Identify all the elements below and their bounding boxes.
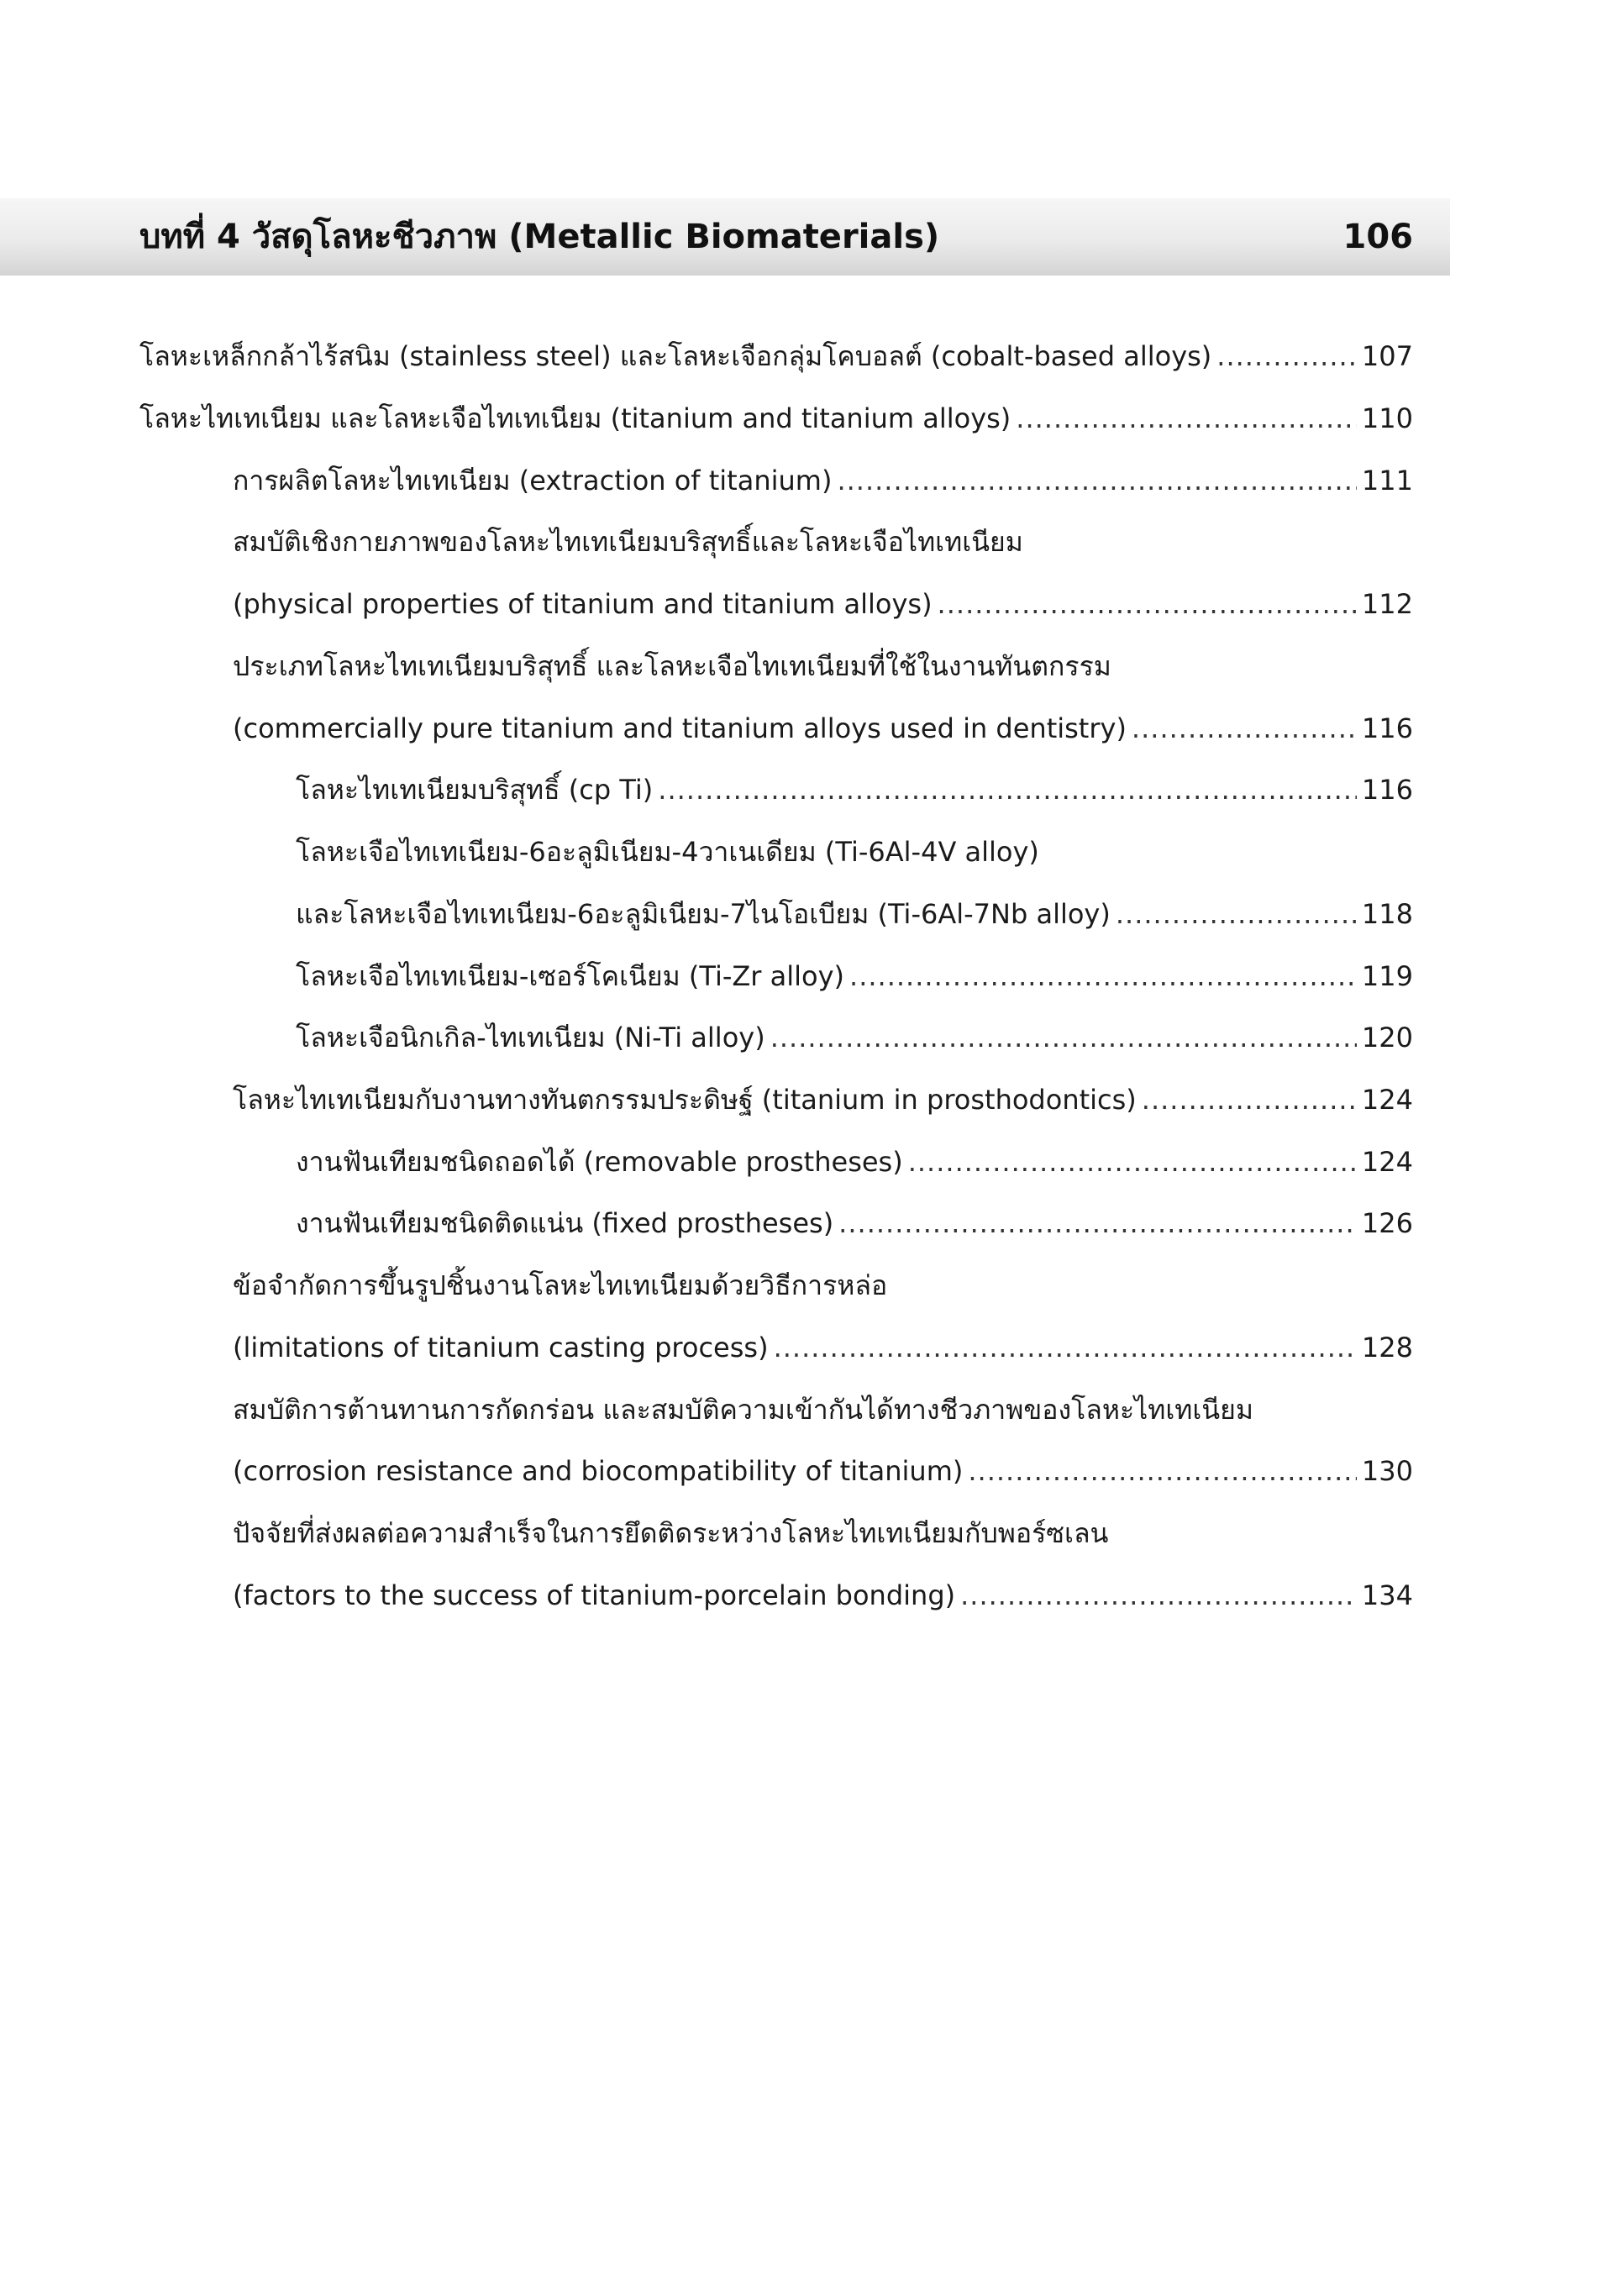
toc-entry [233, 1378, 1413, 1428]
toc-entry-page: 118 [1361, 898, 1413, 930]
chapter-title: บทที่ 4 วัสดุโลหะชีวภาพ (Metallic Biomaterials) [139, 218, 940, 256]
toc-entry-text: งานฟันเทียมชนิดติดแน่น (fixed prostheses) [296, 1207, 834, 1239]
toc-entry-text: (commercially pure titanium and titanium alloys used in dentistry) [233, 712, 1127, 744]
toc-entry [233, 1501, 1413, 1552]
toc-entry-text: การผลิตโลหะไทเทเนียม (extraction of titanium) [233, 465, 833, 497]
toc-entry-text: (limitations of titanium casting process) [233, 1332, 769, 1363]
toc-entry [296, 1006, 1413, 1056]
toc-entry [139, 324, 1413, 375]
toc-entry-page: 124 [1361, 1146, 1413, 1178]
toc-leader [774, 1329, 1357, 1366]
toc-entry-page: 107 [1361, 340, 1413, 372]
toc-entry-page: 112 [1361, 588, 1413, 620]
toc-entry-text: (factors to the success of titanium-porcelain bonding) [233, 1579, 956, 1611]
chapter-page-number: 106 [1342, 218, 1413, 256]
toc-leader [1216, 338, 1357, 375]
toc-leader [658, 771, 1357, 808]
toc-leader [1016, 400, 1357, 437]
toc-entry [233, 1316, 1413, 1366]
toc-entry [296, 944, 1413, 995]
toc-entry-text: โลหะเจือไทเทเนียม-เซอร์โคเนียม (Ti-Zr alloy) [296, 960, 845, 992]
toc-entry [233, 510, 1413, 560]
toc-entry-page: 116 [1361, 712, 1413, 744]
toc-entry-text: (physical properties of titanium and titanium alloys) [233, 588, 933, 620]
toc-entry-text: ข้อจำกัดการขึ้นรูปชิ้นงานโลหะไทเทเนียมด้วยวิธีการหล่อ [233, 1269, 888, 1301]
toc-leader [908, 1143, 1357, 1180]
toc-entry [233, 1068, 1413, 1118]
toc-entry-page: 120 [1361, 1022, 1413, 1053]
toc-entry [233, 572, 1413, 623]
toc-entry [233, 1253, 1413, 1304]
toc-entry [296, 1130, 1413, 1180]
toc-entry-page: 126 [1361, 1207, 1413, 1239]
toc-entry [296, 1191, 1413, 1242]
toc-entry-text: โลหะไทเทเนียมบริสุทธิ์ (cp Ti) [296, 774, 654, 806]
toc-entry [233, 1563, 1413, 1614]
toc-entry-text: สมบัติการต้านทานการกัดกร่อน และสมบัติความเข้ากันได้ทางชีวภาพของโลหะไทเทเนียม [233, 1394, 1254, 1426]
toc-entry-text: โลหะเหล็กกล้าไร้สนิม (stainless steel) และโลหะเจือกลุ่มโคบอลต์ (cobalt-based alloys) [139, 340, 1212, 372]
toc-leader [938, 586, 1357, 623]
toc-entry-page: 110 [1361, 402, 1413, 434]
toc-leader [960, 1577, 1357, 1614]
toc-entry [233, 449, 1413, 499]
toc-leader [770, 1019, 1357, 1056]
toc-leader [849, 958, 1357, 995]
toc-entry-page: 124 [1361, 1084, 1413, 1116]
toc-entry-text: โลหะเจือไทเทเนียม-6อะลูมิเนียม-4วาเนเดียม (Ti-6Al-4V alloy) [296, 836, 1039, 868]
toc-leader [1116, 896, 1357, 933]
toc-entry-page: 128 [1361, 1332, 1413, 1363]
toc-entry [139, 386, 1413, 437]
toc-entry-text: โลหะไทเทเนียมกับงานทางทันตกรรมประดิษฐ์ (titanium in prosthodontics) [233, 1084, 1137, 1116]
toc-entry-page: 130 [1361, 1455, 1413, 1487]
toc-entry-text: ปัจจัยที่ส่งผลต่อความสำเร็จในการยึดติดระหว่างโลหะไทเทเนียมกับพอร์ซเลน [233, 1517, 1109, 1549]
toc-entry [296, 820, 1413, 870]
toc-entry-text: (corrosion resistance and biocompatibility of titanium) [233, 1455, 964, 1487]
toc-entry-page: 119 [1361, 960, 1413, 992]
toc-entry-page: 134 [1361, 1579, 1413, 1611]
toc-entry [233, 696, 1413, 747]
toc-entry-page: 111 [1361, 465, 1413, 497]
toc-entry [233, 634, 1413, 685]
toc-entry-text: งานฟันเทียมชนิดถอดได้ (removable prostheses) [296, 1146, 903, 1178]
toc-entry-page: 116 [1361, 774, 1413, 806]
toc-entry-text: โลหะไทเทเนียม และโลหะเจือไทเทเนียม (titanium and titanium alloys) [139, 402, 1011, 434]
toc-entry [296, 758, 1413, 808]
toc-entry-text: และโลหะเจือไทเทเนียม-6อะลูมิเนียม-7ไนโอเบียม (Ti-6Al-7Nb alloy) [296, 898, 1111, 930]
toc-entry [296, 882, 1413, 933]
toc-entry-text: ประเภทโลหะไทเทเนียมบริสุทธิ์ และโลหะเจือไทเทเนียมที่ใช้ในงานทันตกรรม [233, 650, 1111, 682]
toc-leader [838, 1205, 1357, 1242]
toc-entry [233, 1439, 1413, 1490]
toc-entry-text: โลหะเจือนิกเกิล-ไทเทเนียม (Ni-Ti alloy) [296, 1022, 765, 1053]
toc-leader [1132, 710, 1357, 747]
toc-leader [968, 1453, 1357, 1490]
toc-entry-text: สมบัติเชิงกายภาพของโลหะไทเทเนียมบริสุทธิ์และโลหะเจือไทเทเนียม [233, 526, 1023, 558]
toc-leader [1142, 1081, 1357, 1118]
chapter-header-bar [0, 198, 1450, 276]
toc-leader [837, 462, 1356, 499]
